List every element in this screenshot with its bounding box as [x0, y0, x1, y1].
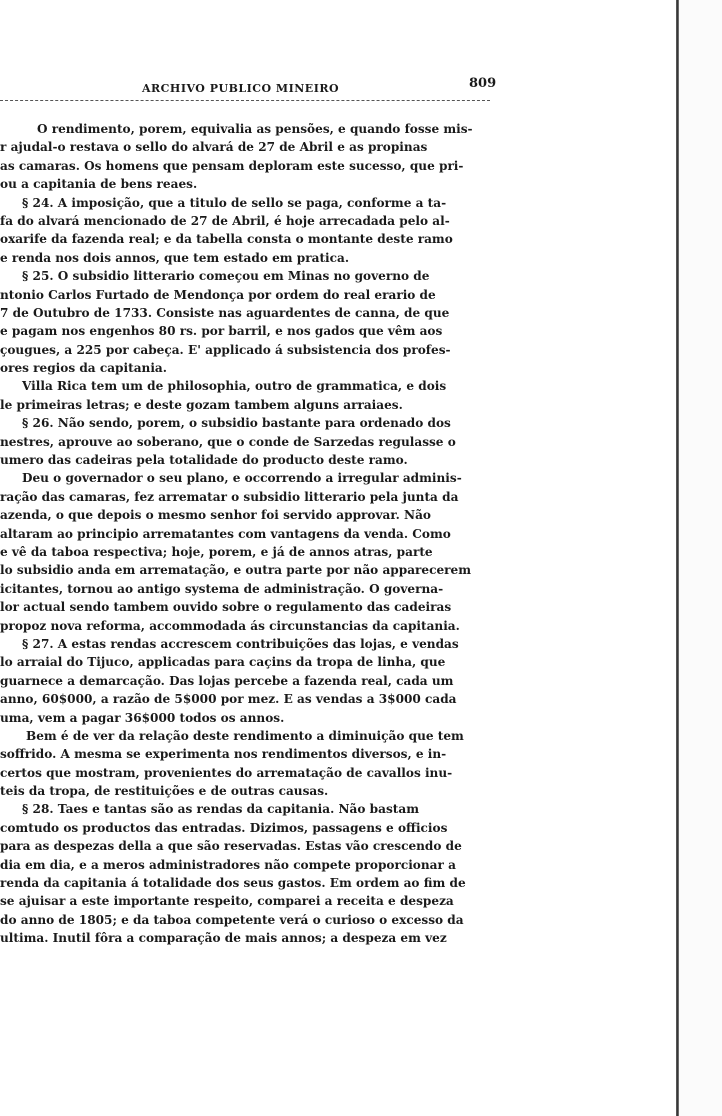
text-line: umero das cadeiras pela totalidade do producto deste ramo. — [0, 453, 408, 468]
text-line: fa do alvará mencionado de 27 de Abril, é hoje arrecadada pelo al- — [0, 213, 450, 228]
text-line: e pagam nos engenhos 80 rs. por barril, e nos gados que vêm aos — [0, 324, 443, 339]
text-line: uma, vem a pagar 36$000 todos os annos. — [0, 710, 285, 725]
body-text — [0, 120, 520, 948]
text-line: § 28. Taes e tantas são as rendas da capitania. Não bastam — [22, 802, 419, 817]
text-line: renda da capitania á totalidade dos seus gastos. Em ordem ao fim de — [0, 876, 466, 891]
text-line: lo arraial do Tijuco, applicadas para caçins da tropa de linha, que — [0, 655, 446, 670]
text-line: certos que mostram, provenientes do arrematação de cavallos inu- — [0, 765, 453, 780]
text-line: para as despezas della a que são reservadas. Estas vão crescendo de — [0, 839, 462, 854]
text-line: § 25. O subsidio litterario começou em Minas no governo de — [22, 269, 430, 284]
text-line: ultima. Inutil fôra a comparação de mais annos; a despeza em vez — [0, 931, 447, 946]
text-line: le primeiras letras; e deste gozam tambem alguns arraiaes. — [0, 397, 403, 412]
text-line: azenda, o que depois o mesmo senhor foi servido approvar. Não — [0, 508, 431, 523]
text-line: teis da tropa, de restituições e de outras causas. — [0, 784, 329, 799]
text-line: as camaras. Os homens que pensam deploram este sucesso, que pri- — [0, 158, 464, 173]
text-line: oxarife da fazenda real; e da tabella consta o montante deste ramo — [0, 232, 453, 247]
text-line: § 24. A imposição, que a titulo de sello se paga, conforme a ta- — [22, 195, 447, 210]
text-line: Deu o governador o seu plano, e occorrendo a irregular adminis- — [22, 471, 462, 486]
text-line: do anno de 1805; e da taboa competente verá o curioso o excesso da — [0, 912, 464, 927]
text-line: § 27. A estas rendas accrescem contribuições das lojas, e vendas — [22, 636, 459, 651]
text-line: guarnece a demarcação. Das lojas percebe a fazenda real, cada um — [0, 673, 454, 688]
page-header — [0, 72, 520, 98]
right-margin — [679, 0, 722, 1116]
text-line: e vê da taboa respectiva; hoje, porem, e já de annos atras, parte — [0, 544, 433, 559]
text-line: propoz nova reforma, accommodada ás circunstancias da capitania. — [0, 618, 460, 633]
header-rule — [0, 100, 490, 101]
text-line: soffrido. A mesma se experimenta nos rendimentos diversos, e in- — [0, 747, 447, 762]
text-line: anno, 60$000, a razão de 5$000 por mez. E as vendas a 3$000 cada — [0, 692, 457, 707]
text-line: r ajudal-o restava o sello do alvará de 27 de Abril e as propinas — [0, 140, 428, 155]
text-line: altaram ao principio arrematantes com vantagens da venda. Como — [0, 526, 451, 541]
text-line: 7 de Outubro de 1733. Consiste nas aguardentes de canna, de que — [0, 305, 450, 320]
text-line: Bem é de ver da relação deste rendimento a diminuição que tem — [26, 728, 464, 743]
text-line: e renda nos dois annos, que tem estado em pratica. — [0, 250, 350, 265]
text-line: § 26. Não sendo, porem, o subsidio bastante para ordenado dos — [22, 416, 451, 431]
text-line: ntonio Carlos Furtado de Mendonça por ordem do real erario de — [0, 287, 436, 302]
text-line: icitantes, tornou ao antigo systema de administração. O governa- — [0, 581, 444, 596]
running-head: ARCHIVO PUBLICO MINEIRO — [142, 82, 340, 95]
text-line: Villa Rica tem um de philosophia, outro de grammatica, e dois — [22, 379, 447, 394]
text-line: se ajuisar a este importante respeito, comparei a receita e despeza — [0, 894, 454, 909]
text-line: ração das camaras, fez arrematar o subsidio litterario pela junta da — [0, 489, 459, 504]
text-line: lo subsidio anda em arrematação, e outra parte por não apparecerem — [0, 563, 472, 578]
page-number: 809 — [469, 76, 497, 91]
text-line: lor actual sendo tambem ouvido sobre o regulamento das cadeiras — [0, 600, 452, 615]
text-line: ou a capitania de bens reaes. — [0, 177, 198, 192]
text-line: ores regios da capitania. — [0, 361, 167, 376]
text-line: comtudo os productos das entradas. Dizimos, passagens e officios — [0, 820, 448, 835]
text-line: nestres, aprouve ao soberano, que o conde de Sarzedas regulasse o — [0, 434, 456, 449]
text-line: çougues, a 225 por cabeça. E' applicado á subsistencia dos profes- — [0, 342, 451, 357]
text-line: O rendimento, porem, equivalia as pensões, e quando fosse mis- — [37, 122, 473, 136]
text-line: dia em dia, e a meros administradores não compete proporcionar a — [0, 857, 456, 872]
